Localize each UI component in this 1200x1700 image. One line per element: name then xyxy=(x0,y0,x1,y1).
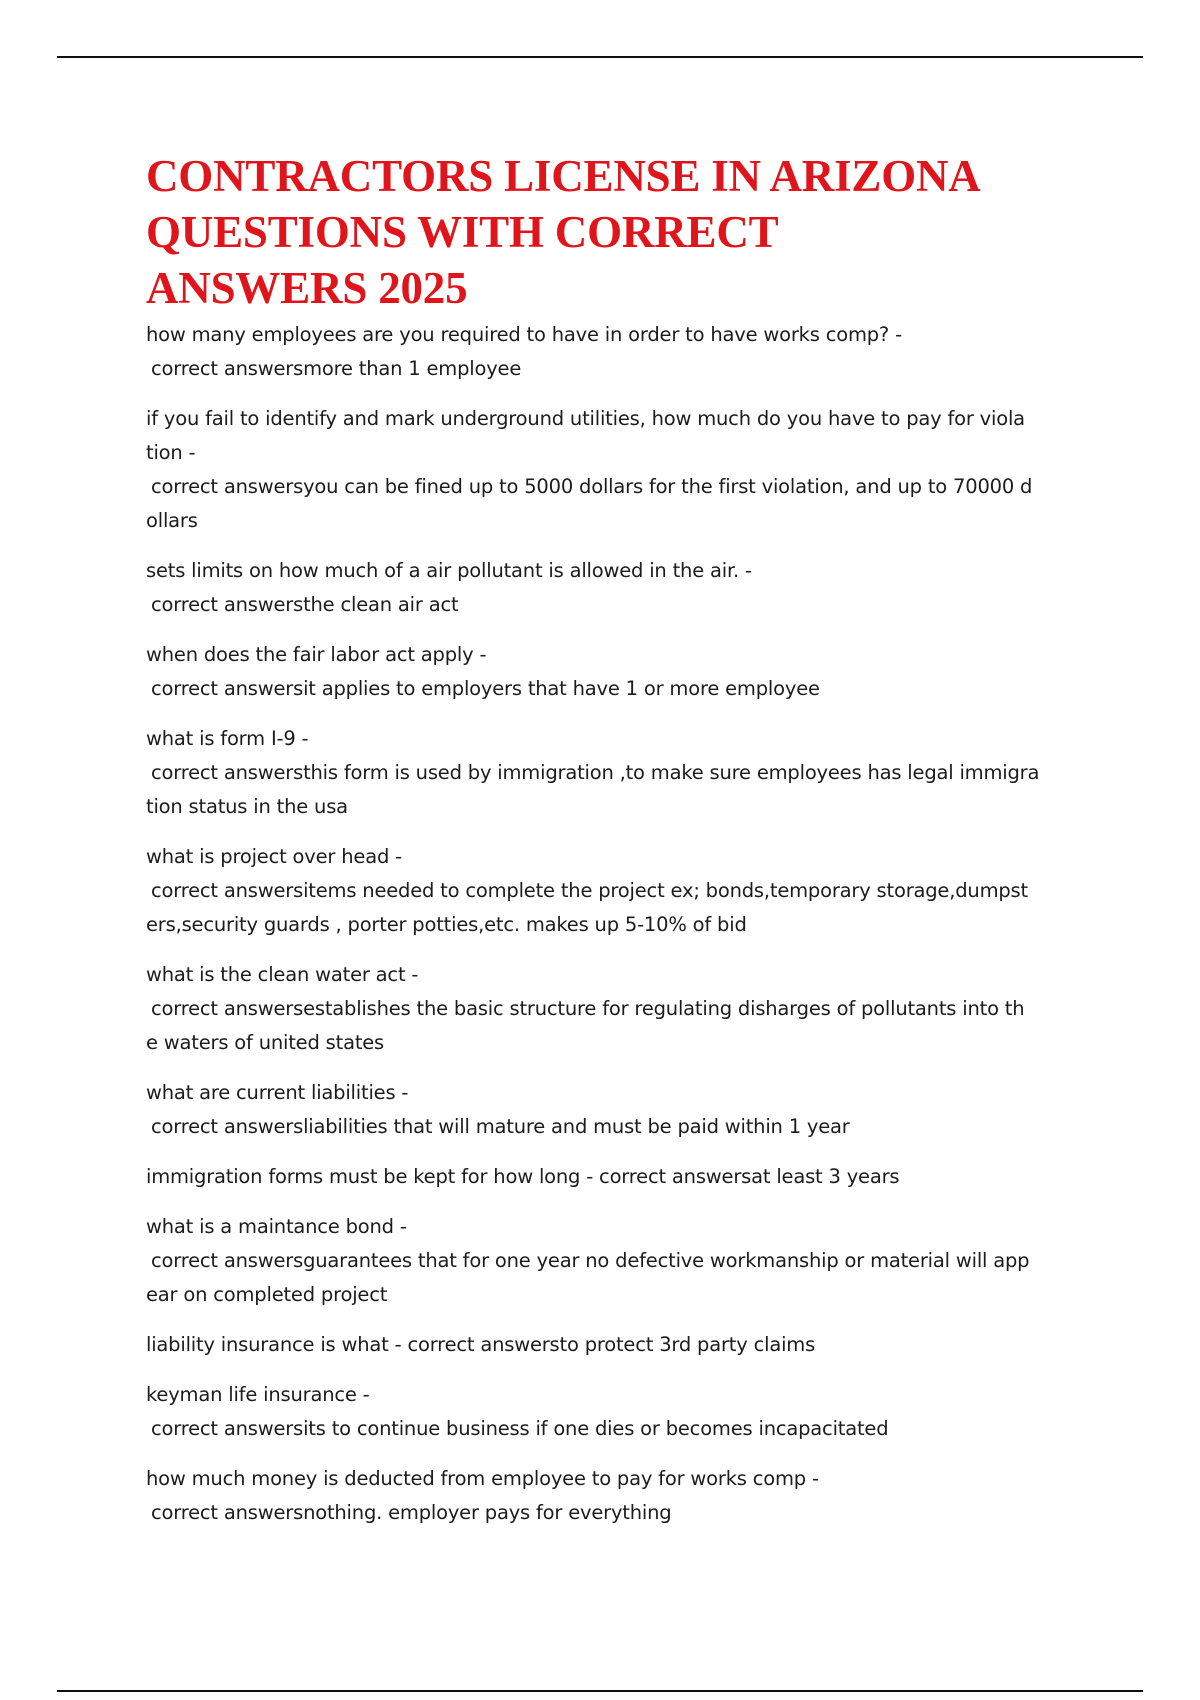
answer-line: correct answersestablishes the basic structure for regulating disharges of pollutants into th xyxy=(151,997,1025,1020)
answer-line: correct answersmore than 1 employee xyxy=(151,357,522,380)
qa-item xyxy=(146,402,1066,538)
qa-item xyxy=(146,840,1066,942)
qa-item xyxy=(146,554,1066,622)
document-body xyxy=(146,148,1066,1546)
answer-line: correct answersguarantees that for one year no defective workmanship or material will app xyxy=(151,1249,1030,1272)
qa-item xyxy=(146,722,1066,824)
question-line: how much money is deducted from employee to pay for works comp - xyxy=(146,1467,819,1490)
answer-line: correct answersit applies to employers that have 1 or more employee xyxy=(151,677,820,700)
answer-line: tion status in the usa xyxy=(146,795,348,818)
answer-line: correct answersitems needed to complete the project ex; bonds,temporary storage,dumpst xyxy=(151,879,1028,902)
title-line: ANSWERS 2025 xyxy=(146,263,468,313)
qa-item xyxy=(146,638,1066,706)
question-line: when does the fair labor act apply - xyxy=(146,643,487,666)
qa-item xyxy=(146,1328,1066,1362)
qa-item xyxy=(146,1378,1066,1446)
question-line: tion - xyxy=(146,441,196,464)
question-line: what is the clean water act - xyxy=(146,963,419,986)
title-line: QUESTIONS WITH CORRECT xyxy=(146,207,779,257)
question-line: if you fail to identify and mark underground utilities, how much do you have to pay for viola xyxy=(146,407,1025,430)
qa-item xyxy=(146,1160,1066,1194)
question-line: what is project over head - xyxy=(146,845,402,868)
question-line: keyman life insurance - xyxy=(146,1383,370,1406)
question-line: what are current liabilities - xyxy=(146,1081,409,1104)
question-line: liability insurance is what - correct answersto protect 3rd party claims xyxy=(146,1333,816,1356)
qa-item xyxy=(146,958,1066,1060)
answer-line: ear on completed project xyxy=(146,1283,388,1306)
answer-line: correct answersnothing. employer pays for everything xyxy=(151,1501,672,1524)
answer-line: correct answersthe clean air act xyxy=(151,593,459,616)
answer-line: ollars xyxy=(146,509,198,532)
question-line: sets limits on how much of a air pollutant is allowed in the air. - xyxy=(146,559,752,582)
qa-item xyxy=(146,1462,1066,1530)
qa-item xyxy=(146,318,1066,386)
answer-line: correct answersliabilities that will mature and must be paid within 1 year xyxy=(151,1115,850,1138)
question-line: what is a maintance bond - xyxy=(146,1215,407,1238)
answer-line: correct answersthis form is used by immigration ,to make sure employees has legal immigra xyxy=(151,761,1040,784)
answer-line: correct answersyou can be fined up to 5000 dollars for the first violation, and up to 70000 d xyxy=(151,475,1033,498)
document-title xyxy=(146,148,1066,316)
answer-line: ers,security guards , porter potties,etc. makes up 5-10% of bid xyxy=(146,913,747,936)
header-rule xyxy=(57,56,1143,58)
question-line: how many employees are you required to have in order to have works comp? - xyxy=(146,323,902,346)
question-line: what is form I-9 - xyxy=(146,727,309,750)
question-line: immigration forms must be kept for how long - correct answersat least 3 years xyxy=(146,1165,900,1188)
footer-rule xyxy=(57,1690,1143,1692)
qa-item xyxy=(146,1076,1066,1144)
answer-line: correct answersits to continue business if one dies or becomes incapacitated xyxy=(151,1417,889,1440)
title-line: CONTRACTORS LICENSE IN ARIZONA xyxy=(146,151,981,201)
answer-line: e waters of united states xyxy=(146,1031,385,1054)
qa-item xyxy=(146,1210,1066,1312)
